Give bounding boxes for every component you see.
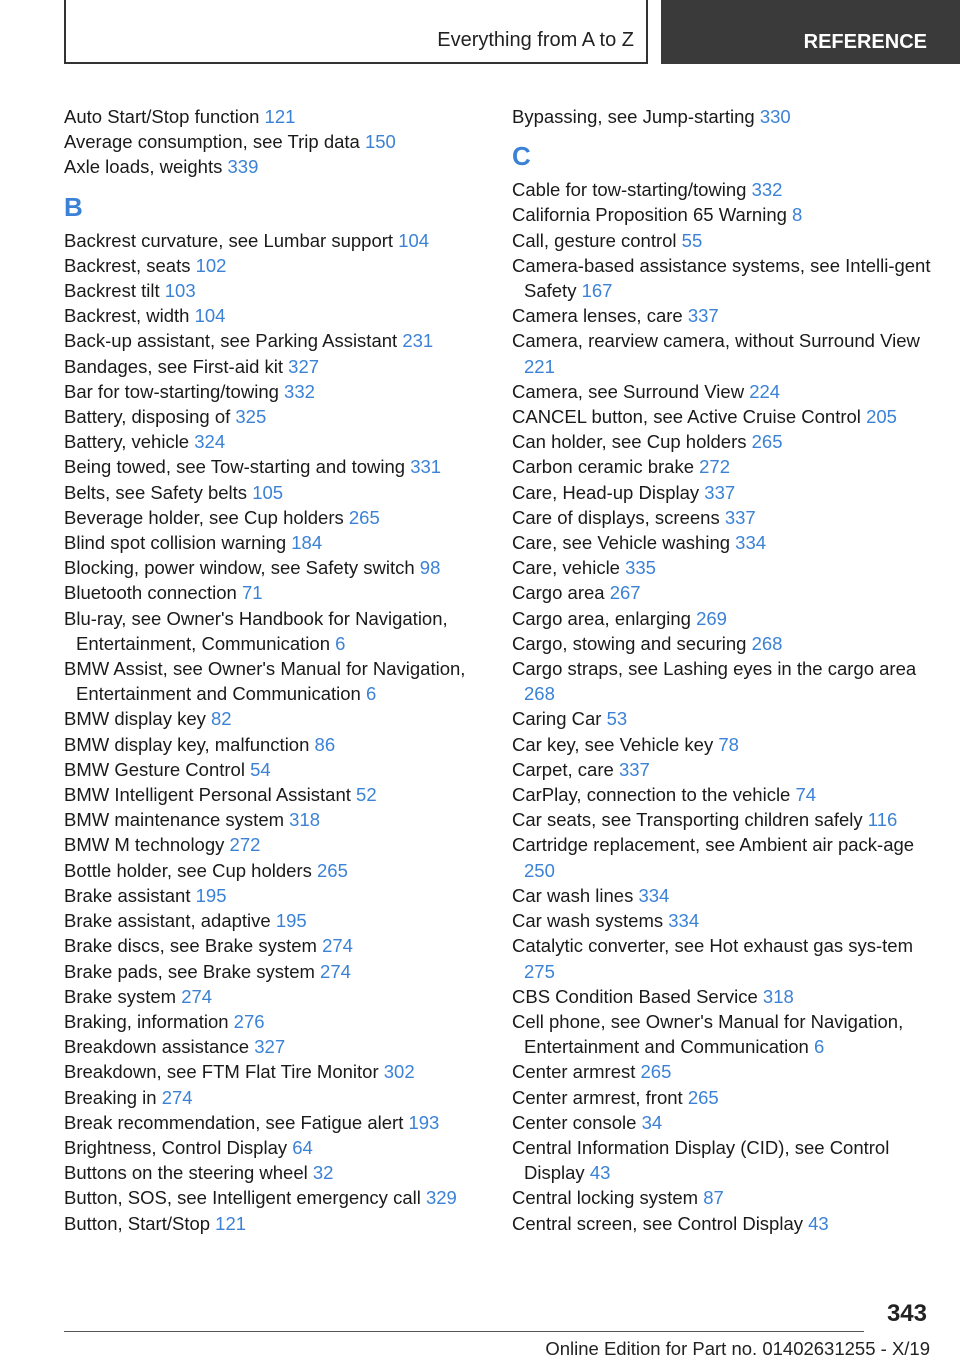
page-link[interactable]: 318 (762, 985, 794, 1007)
index-entry-text: Battery, vehicle (64, 431, 190, 453)
page-link[interactable]: 329 (425, 1187, 457, 1209)
index-entry-text: Central Information Display (CID), see Control Display (512, 1136, 890, 1184)
page-link[interactable]: 272 (699, 456, 731, 478)
index-entry (64, 505, 484, 530)
index-entry (64, 959, 484, 984)
index-entry (512, 631, 932, 656)
page-number: 343 (886, 1300, 927, 1327)
index-entry (64, 1034, 484, 1059)
page-link[interactable]: 302 (383, 1061, 415, 1083)
page-link[interactable]: 325 (235, 406, 267, 428)
index-entry (512, 606, 932, 631)
index-entry-text: Cable for tow-starting/towing (512, 179, 747, 201)
page-link[interactable]: 268 (751, 632, 783, 654)
index-entry-text: Backrest, seats (64, 254, 191, 276)
page-link[interactable]: 105 (252, 481, 284, 503)
index-entry-text: Can holder, see Cup holders (512, 431, 747, 453)
page-link[interactable]: 195 (275, 910, 307, 932)
index-entry (64, 1185, 484, 1210)
index-entry (512, 480, 932, 505)
index-entry (64, 1211, 484, 1236)
index-entry (64, 580, 484, 605)
index-entry-text: Center console (512, 1111, 637, 1133)
index-entry (512, 732, 932, 757)
page-link[interactable]: 52 (356, 784, 377, 806)
index-entry (64, 429, 484, 454)
index-letter-heading: B (64, 191, 83, 222)
index-entry (512, 580, 932, 605)
index-entry (64, 883, 484, 908)
index-entry-text: BMW maintenance system (64, 809, 285, 831)
index-entry-text: Bluetooth connection (64, 582, 237, 604)
page-link[interactable]: 265 (317, 859, 348, 881)
index-entry (64, 379, 484, 404)
index-entry (512, 1059, 932, 1084)
page-link[interactable]: 86 (314, 733, 336, 755)
index-entry-text: CBS Condition Based Service (512, 985, 758, 1007)
page-link[interactable]: 269 (696, 607, 727, 629)
index-entry (512, 177, 932, 202)
page-link[interactable]: 184 (291, 532, 323, 554)
index-entry-text: Car wash systems (512, 910, 664, 932)
index-entry-text: BMW display key, malfunction (64, 733, 310, 755)
index-entry-text: Center armrest, front (512, 1086, 683, 1108)
page-link[interactable]: 116 (867, 809, 898, 831)
page-link[interactable]: 337 (618, 758, 650, 780)
index-entry-text: Brake pads, see Brake system (64, 960, 315, 982)
index-entry (512, 1135, 932, 1185)
index-entry (64, 832, 484, 857)
index-entry (64, 1160, 484, 1185)
header-section (64, 0, 648, 64)
index-entry (64, 933, 484, 958)
index-entry (64, 1085, 484, 1110)
section-title: Everything from A to Z (437, 29, 634, 51)
index-entry (64, 732, 484, 757)
index-entry-text: Camera-based assistance systems, see Intelli-gent Safety (512, 254, 931, 302)
page-link[interactable]: 54 (250, 758, 271, 780)
index-entry-text: CANCEL button, see Active Cruise Control (512, 406, 861, 428)
index-entry (512, 530, 932, 555)
index-entry (64, 984, 484, 1009)
page-link[interactable]: 265 (348, 506, 380, 528)
page-link[interactable]: 6 (814, 1036, 825, 1058)
page-link[interactable]: 324 (194, 431, 226, 453)
index-letter-heading: C (512, 141, 531, 172)
index-entry-text: Beverage holder, see Cup holders (64, 506, 344, 528)
page-link[interactable]: 265 (751, 431, 783, 453)
index-entry-text: Car wash lines (512, 884, 634, 906)
index-entry-text: CarPlay, connection to the vehicle (512, 784, 791, 806)
index-entry (64, 908, 484, 933)
index-entry (512, 555, 932, 580)
index-entry (64, 129, 484, 154)
index-entry-text: Camera lenses, care (512, 305, 683, 327)
index-entry (512, 706, 932, 731)
index-entry-text: Central locking system (512, 1187, 699, 1209)
page-link[interactable]: 87 (703, 1187, 724, 1209)
index-entry-text: Break recommendation, see Fatigue alert (64, 1111, 404, 1133)
index-entry-text: Battery, disposing of (64, 406, 231, 428)
index-entry (512, 454, 932, 479)
page-link[interactable]: 103 (164, 280, 196, 302)
index-entry (512, 379, 932, 404)
index-entry (64, 154, 484, 179)
footer-edition: Online Edition for Part no. 01402631255 - X/19 (545, 1338, 930, 1359)
index-column-left (64, 104, 484, 1236)
index-entry-text: Carbon ceramic brake (512, 456, 694, 478)
page-link[interactable]: 276 (233, 1010, 265, 1032)
index-entry-text: BMW M technology (64, 834, 225, 856)
index-entry-text: Care, see Vehicle washing (512, 532, 731, 554)
page-link[interactable]: 330 (759, 106, 791, 127)
index-entry-text: Call, gesture control (512, 229, 677, 251)
index-entry-text: Brake assistant (64, 884, 191, 906)
index-entry-text: Backrest curvature, see Lumbar support (64, 229, 394, 251)
index-entry-text: Bar for tow-starting/towing (64, 380, 279, 402)
index-entry-text: BMW Assist, see Owner's Manual for Navigation, Entertainment and Communication (64, 658, 466, 705)
index-entry (64, 1135, 484, 1160)
page-link[interactable]: 332 (751, 179, 783, 201)
index-entry (512, 782, 932, 807)
index-entry-text: Central screen, see Control Display (512, 1212, 803, 1234)
index-entry (512, 984, 932, 1009)
index-entry-text: Caring Car (512, 708, 602, 730)
page-link[interactable]: 337 (687, 305, 719, 327)
page-link[interactable]: 334 (668, 910, 700, 932)
page-link[interactable]: 71 (241, 582, 263, 604)
page-link[interactable]: 195 (195, 884, 227, 906)
page-link[interactable]: 332 (284, 380, 315, 402)
page-link[interactable]: 104 (398, 229, 430, 251)
index-entry-text: Blu-ray, see Owner's Handbook for Navigation, Entertainment, Communication (64, 607, 448, 654)
page-link[interactable]: 205 (866, 406, 897, 428)
page-link[interactable]: 34 (641, 1111, 663, 1133)
page-link[interactable]: 272 (229, 834, 261, 856)
index-entry (512, 228, 932, 253)
index-entry (512, 908, 932, 933)
index-entry-text: Back-up assistant, see Parking Assistant (64, 330, 398, 352)
page-link[interactable]: 121 (215, 1212, 247, 1234)
index-entry (512, 253, 932, 303)
page-link[interactable]: 43 (589, 1162, 611, 1184)
index-entry (64, 278, 484, 303)
index-entry-text: BMW Intelligent Personal Assistant (64, 784, 351, 806)
page-link[interactable]: 221 (524, 355, 555, 377)
index-entry (64, 606, 484, 656)
index-entry (64, 253, 484, 278)
index-entry-text: Camera, rearview camera, without Surround View (512, 330, 920, 352)
index-entry-text: Brake discs, see Brake system (64, 935, 317, 957)
index-entry-text: Backrest, width (64, 305, 190, 327)
index-entry-text: Auto Start/Stop function (64, 106, 260, 127)
index-entry-text: Camera, see Surround View (512, 380, 745, 402)
page-link[interactable]: 331 (410, 456, 442, 478)
index-entry (512, 328, 932, 378)
index-entry-text: California Proposition 65 Warning (512, 204, 787, 226)
index-entry (64, 303, 484, 328)
index-entry (64, 782, 484, 807)
footer-divider (64, 1331, 864, 1332)
page-link[interactable]: 102 (195, 254, 227, 276)
index-column-right (512, 104, 932, 1236)
page-link[interactable]: 274 (322, 935, 353, 957)
page-link[interactable]: 265 (640, 1061, 672, 1083)
page-link[interactable]: 250 (524, 859, 555, 881)
page-link[interactable]: 275 (524, 960, 555, 982)
index-entry (64, 1059, 484, 1084)
index-entry (64, 555, 484, 580)
index-entry-text: Belts, see Safety belts (64, 481, 248, 503)
index-entry (64, 530, 484, 555)
index-entry-text: Cargo area (512, 582, 605, 604)
index-entry-text: Car seats, see Transporting children safely (512, 809, 863, 831)
page-link[interactable]: 82 (211, 708, 232, 730)
page-link[interactable]: 268 (524, 683, 555, 705)
page-link[interactable]: 167 (581, 280, 613, 302)
index-entry (512, 404, 932, 429)
page-link[interactable]: 265 (687, 1086, 719, 1108)
index-entry (512, 303, 932, 328)
page-link[interactable]: 337 (704, 481, 736, 503)
index-entry (512, 429, 932, 454)
index-entry-text: Care, Head-up Display (512, 481, 700, 503)
page-link[interactable]: 274 (320, 960, 351, 982)
index-entry (64, 656, 484, 706)
index-entry-text: Breaking in (64, 1086, 157, 1108)
index-entry-text: BMW display key (64, 708, 206, 730)
index-entry (512, 883, 932, 908)
index-entry (64, 404, 484, 429)
index-entry (512, 1110, 932, 1135)
index-entry (64, 807, 484, 832)
index-entry-text: Cargo straps, see Lashing eyes in the cargo area (512, 658, 917, 680)
index-entry (64, 1110, 484, 1135)
page-link[interactable]: 53 (606, 708, 628, 730)
index-entry (64, 328, 484, 353)
index-entry-text: Button, SOS, see Intelligent emergency call (64, 1187, 421, 1209)
page-link[interactable]: 104 (194, 305, 226, 327)
index-entry (512, 933, 932, 983)
index-entry-text: Backrest tilt (64, 280, 160, 302)
index-entry (512, 807, 932, 832)
page-link[interactable]: 327 (288, 355, 320, 377)
page-link[interactable]: 224 (749, 380, 781, 402)
index-entry (64, 104, 484, 129)
index-entry-text: Bottle holder, see Cup holders (64, 859, 312, 881)
page-link[interactable]: 121 (264, 106, 296, 127)
index-entry (512, 656, 932, 706)
index-entry (64, 757, 484, 782)
page-link[interactable]: 150 (364, 131, 396, 153)
index-entry-text: Bandages, see First-aid kit (64, 355, 284, 377)
index-entry-text: Brake assistant, adaptive (64, 910, 271, 932)
index-entry-text: Cargo, stowing and securing (512, 632, 747, 654)
page-link[interactable]: 267 (609, 582, 641, 604)
page-link[interactable]: 193 (408, 1111, 440, 1133)
page-link[interactable]: 43 (808, 1212, 829, 1234)
page-link[interactable]: 318 (289, 809, 321, 831)
page-link[interactable]: 274 (181, 985, 213, 1007)
page-link[interactable]: 231 (402, 330, 434, 352)
page-link[interactable]: 334 (638, 884, 670, 906)
index-entry (64, 1009, 484, 1034)
page-link[interactable]: 78 (718, 733, 739, 755)
index-entry (64, 706, 484, 731)
page-link[interactable]: 55 (681, 229, 703, 251)
page-link[interactable]: 339 (227, 156, 259, 178)
index-entry (64, 454, 484, 479)
index-entry-text: Catalytic converter, see Hot exhaust gas sys-tem (512, 935, 914, 957)
index-entry-text: Buttons on the steering wheel (64, 1162, 308, 1184)
page-link[interactable]: 6 (335, 632, 346, 654)
index-entry (512, 1211, 932, 1236)
index-entry-text: Blind spot collision warning (64, 532, 287, 554)
page-link[interactable]: 337 (724, 506, 756, 528)
index-entry (512, 202, 932, 227)
page-link[interactable]: 64 (292, 1136, 313, 1158)
index-entry-text: Blocking, power window, see Safety switch (64, 557, 415, 579)
index-entry-text: Being towed, see Tow-starting and towing (64, 456, 406, 478)
index-entry (512, 505, 932, 530)
index-entry (64, 858, 484, 883)
index-entry-text: Cell phone, see Owner's Manual for Navigation, Entertainment and Communication (512, 1010, 904, 1058)
index-entry (512, 104, 932, 129)
index-entry (512, 757, 932, 782)
page-link[interactable]: 8 (792, 204, 803, 226)
index-entry-text: Button, Start/Stop (64, 1212, 211, 1234)
page-link[interactable]: 327 (254, 1036, 286, 1058)
page-link[interactable]: 98 (419, 557, 441, 579)
index-entry-text: Average consumption, see Trip data (64, 131, 360, 153)
page-link[interactable]: 274 (161, 1086, 193, 1108)
index-entry-text: Car key, see Vehicle key (512, 733, 714, 755)
index-entry-text: Care, vehicle (512, 557, 620, 579)
page-link[interactable]: 335 (625, 557, 656, 579)
index-entry (64, 480, 484, 505)
index-entry-text: Breakdown assistance (64, 1036, 250, 1058)
page-link[interactable]: 6 (366, 683, 377, 705)
index-entry-text: Brake system (64, 985, 177, 1007)
index-entry-text: Cargo area, enlarging (512, 607, 691, 629)
index-entry-text: Cartridge replacement, see Ambient air pack-age (512, 834, 915, 856)
index-entry-text: Brightness, Control Display (64, 1136, 288, 1158)
index-entry-text: Axle loads, weights (64, 156, 223, 178)
tab-label: REFERENCE (803, 31, 927, 53)
index-entry (512, 1185, 932, 1210)
index-entry (512, 1085, 932, 1110)
index-entry (64, 228, 484, 253)
index-entry-text: BMW Gesture Control (64, 758, 245, 780)
index-entry (512, 832, 932, 882)
index-entry-text: Carpet, care (512, 758, 614, 780)
index-entry (512, 1009, 932, 1059)
page-link[interactable]: 334 (735, 532, 767, 554)
index-entry-text: Bypassing, see Jump-starting (512, 106, 755, 127)
page-link[interactable]: 32 (312, 1162, 334, 1184)
header-tab (661, 0, 960, 64)
index-entry (64, 354, 484, 379)
page-link[interactable]: 74 (795, 784, 817, 806)
index-entry-text: Center armrest (512, 1061, 636, 1083)
index-entry-text: Braking, information (64, 1010, 229, 1032)
index-entry-text: Breakdown, see FTM Flat Tire Monitor (64, 1061, 379, 1083)
index-entry-text: Care of displays, screens (512, 506, 720, 528)
